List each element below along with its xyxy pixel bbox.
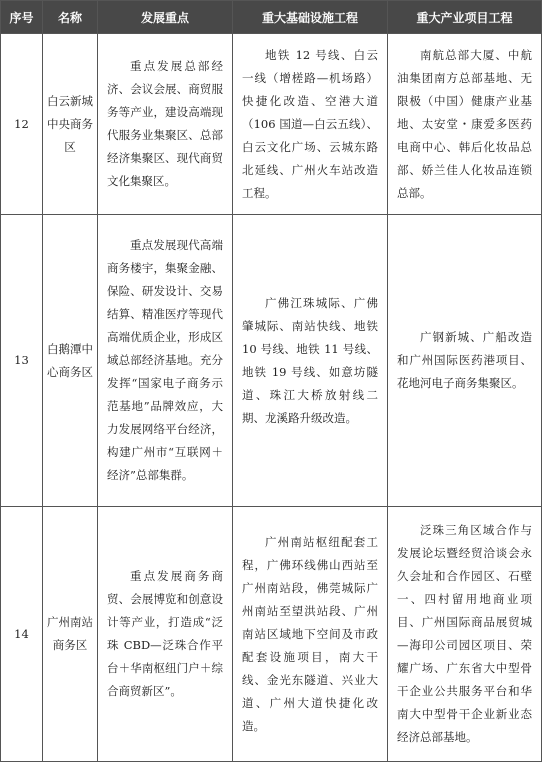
row-industry: 南航总部大厦、中航油集团南方总部基地、无限极（中国）健康产业基地、太安堂・康爱多医药电商中心、韩后化妆品总部、娇兰佳人化妆品连锁总部。	[388, 34, 542, 215]
row-name: 广州南站商务区	[43, 507, 98, 762]
header-focus: 发展重点	[98, 1, 233, 34]
row-industry: 广钢新城、广船改造和广州国际医药港项目、花地河电子商务集聚区。	[388, 215, 542, 507]
row-serial: 13	[1, 215, 43, 507]
row-focus: 重点发展现代高端商务楼宇，集聚金融、保险、研发设计、交易结算、精准医疗等现代高端优质企业，形成区域总部经济基地。充分发挥“国家电子商务示范基地”品牌效应，大力发展网络平台经济，构建广州市“互联网＋经济”总部集群。	[98, 215, 233, 507]
table-row	[1, 507, 542, 762]
row-serial: 12	[1, 34, 43, 215]
header-row	[1, 1, 542, 34]
header-serial: 序号	[1, 1, 43, 34]
table-row	[1, 34, 542, 215]
row-infrastructure: 地铁 12 号线、白云一线（增槎路—机场路）快捷化改造、空港大道（106 国道—白云五线）、白云文化广场、云城东路北延线、广州火车站改造工程。	[233, 34, 388, 215]
row-infrastructure: 广佛江珠城际、广佛肇城际、南站快线、地铁 10 号线、地铁 11 号线、地铁 19 号线、如意坊隧道、珠江大桥放射线二期、龙溪路升级改造。	[233, 215, 388, 507]
row-name: 白云新城中央商务区	[43, 34, 98, 215]
row-focus: 重点发展总部经济、会议会展、商贸服务等产业，建设高端现代服务业集聚区、总部经济集聚区、现代商贸文化集聚区。	[98, 34, 233, 215]
row-name: 白鹅潭中心商务区	[43, 215, 98, 507]
header-industry: 重大产业项目工程	[388, 1, 542, 34]
table-row	[1, 215, 542, 507]
header-name: 名称	[43, 1, 98, 34]
row-infrastructure: 广州南站枢纽配套工程，广佛环线佛山西站至广州南站段，佛莞城际广州南站至望洪站段、广州南站区域地下空间及市政配套设施项目，南大干线、金光东隧道、兴业大道、广州大道快捷化改造。	[233, 507, 388, 762]
header-infrastructure: 重大基础设施工程	[233, 1, 388, 34]
row-focus: 重点发展商务商贸、会展博览和创意设计等产业，打造成“泛珠 CBD—泛珠合作平台＋华南枢纽门户＋综合商贸新区”。	[98, 507, 233, 762]
row-industry: 泛珠三角区域合作与发展论坛暨经贸洽谈会永久会址和合作园区、石壁一、四村留用地商业项目、广州国际商品展贸城—海印公司园区项目、荣耀广场、广东省大中型骨干企业公共服务平台和华南大中型骨干企业新业态经济总部基地。	[388, 507, 542, 762]
row-serial: 14	[1, 507, 43, 762]
